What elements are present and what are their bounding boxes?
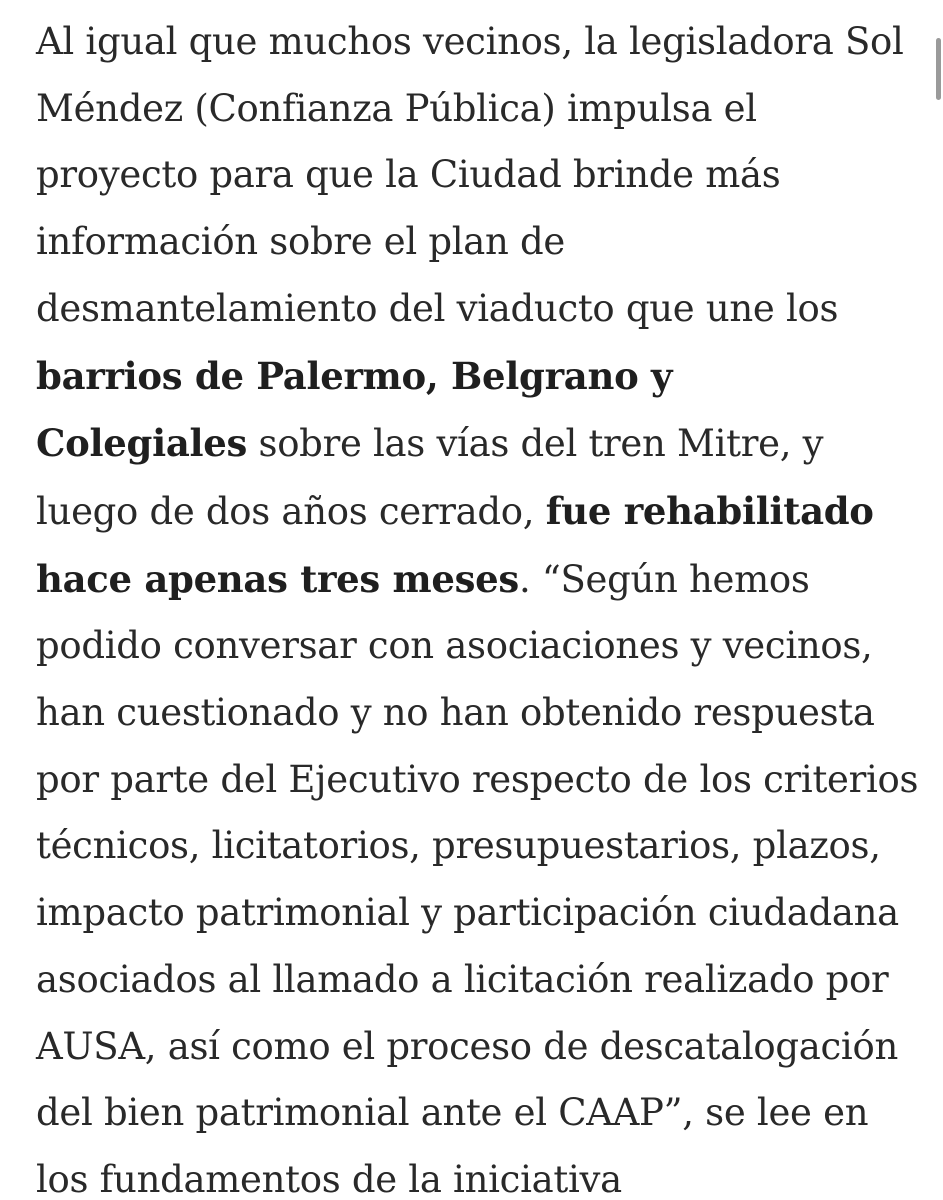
text-segment: asociados al llamado a licitación realizado por xyxy=(36,957,889,1001)
text-line xyxy=(36,276,916,343)
text-segment: . “Según hemos xyxy=(518,557,810,601)
text-line xyxy=(36,76,916,143)
text-line xyxy=(36,813,916,880)
scrollbar[interactable] xyxy=(934,0,943,1200)
text-segment: AUSA, así como el proceso de descatalogación xyxy=(36,1024,898,1068)
text-segment: Méndez (Confianza Pública) impulsa el xyxy=(36,86,757,130)
text-segment: sobre las vías del tren Mitre, y xyxy=(247,422,824,466)
text-segment: han cuestionado y no han obtenido respuesta xyxy=(36,691,875,735)
text-line xyxy=(36,546,916,614)
text-line xyxy=(36,478,916,546)
text-line xyxy=(36,9,916,76)
bold-text-segment: barrios de Palermo, Belgrano y xyxy=(36,353,673,398)
text-line xyxy=(36,613,916,680)
text-segment: los fundamentos de la iniciativa xyxy=(36,1157,622,1200)
text-line xyxy=(36,1014,916,1081)
text-line xyxy=(36,1147,916,1200)
text-line xyxy=(36,209,916,276)
article-paragraph xyxy=(36,9,919,1200)
text-line xyxy=(36,880,916,947)
text-segment: técnicos, licitatorios, presupuestarios, plazos, xyxy=(36,824,881,868)
bold-text-segment: hace apenas tres meses xyxy=(36,556,519,601)
text-segment: luego de dos años cerrado, xyxy=(36,489,546,533)
bold-text-segment: Colegiales xyxy=(36,421,248,466)
text-segment: del bien patrimonial ante el CAAP”, se lee en xyxy=(36,1091,869,1135)
text-segment: información sobre el plan de xyxy=(36,220,566,264)
text-line xyxy=(36,680,916,747)
text-segment: proyecto para que la Ciudad brinde más xyxy=(36,153,781,197)
text-segment: desmantelamiento del viaducto que une los xyxy=(36,286,839,330)
text-line xyxy=(36,410,916,478)
text-line xyxy=(36,343,916,411)
text-segment: Al igual que muchos vecinos, la legisladora Sol xyxy=(36,20,904,63)
text-line xyxy=(36,947,916,1014)
scrollbar-thumb[interactable] xyxy=(936,38,941,100)
text-segment: impacto patrimonial y participación ciudadana xyxy=(36,891,899,935)
text-segment: podido conversar con asociaciones y vecinos, xyxy=(36,624,873,668)
text-line xyxy=(36,747,919,814)
bold-text-segment: fue rehabilitado xyxy=(545,488,874,533)
text-segment: por parte del Ejecutivo respecto de los criterios xyxy=(36,757,919,801)
text-line xyxy=(36,1080,916,1147)
text-line xyxy=(36,142,916,209)
